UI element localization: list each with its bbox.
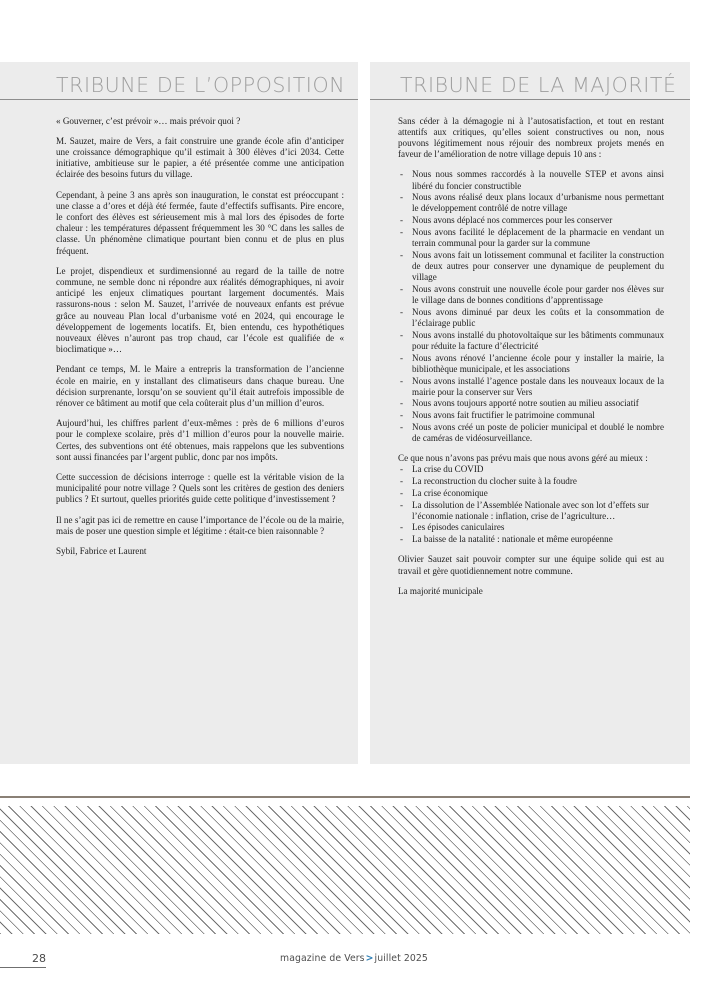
hatched-placeholder-band <box>0 806 690 934</box>
tribune-opposition-signature: Sybil, Fabrice et Laurent <box>56 546 147 557</box>
tribune-opposition-body <box>56 116 344 558</box>
tribune-opposition-title: TRIBUNE DE L’OPPOSITION <box>56 73 346 97</box>
list-item: - La crise économique <box>398 488 664 499</box>
paragraph: Il ne s’agit pas ici de remettre en cause l’importance de l’école ou de la mairie, mais de poser une question simple et légitime : était-ce bien raisonnable ? <box>56 514 344 536</box>
paragraph: Aujourd’hui, les chiffres parlent d’eux-mêmes : près de 6 millions d’euros pour le complexe scolaire, près d’1 million d’euros pour la nouvelle mairie. Certes, des subventions ont été obtenues, mais rappelons que les subventions sont aussi financées par l’argent public, donc par nos impôts. <box>56 418 344 462</box>
unplanned-list <box>398 464 664 545</box>
list-item: - La dissolution de l’Assemblée Nationale avec son lot d’effets sur l’économie nationale : inflation, crise de l’agriculture… <box>398 500 664 522</box>
footer-caption <box>0 953 708 964</box>
tribune-opposition-title-rule <box>0 99 358 100</box>
list-item: - Nous avons installé l’agence postale dans les nouveaux locaux de la mairie pour la conserver sur Vers <box>398 376 664 398</box>
tribune-opposition-panel <box>0 62 358 764</box>
lower-divider-rule <box>0 796 690 798</box>
achievements-list <box>398 169 664 444</box>
paragraph: Sans céder à la démagogie ni à l’autosatisfaction, et tout en restant attentifs aux critiques, qu’elles soient constructives ou non, nous pouvons légitimement nous réjouir des nombreux projets menés en faveur de l’amélioration de notre village depuis 10 ans : <box>398 115 664 160</box>
tribune-majorite-title-rule <box>370 99 690 100</box>
list-item: - Nous avons réalisé deux plans locaux d’urbanisme nous permettant le développement contrôlé de notre village <box>398 192 664 214</box>
paragraph: Cependant, à peine 3 ans après son inauguration, le constat est préoccupant : une classe a d’ores et déjà été fermée, faute d’effectifs suffisants. Pire encore, le confort des élèves est sérieusement mis à mal lors des épisodes de forte chaleur : les températures dépassent fréquemment les 30 °C dans les salles de classe. Un phénomène climatique pourtant bien connu et de plus en plus fréquent. <box>56 189 344 256</box>
paragraph: Le projet, dispendieux et surdimensionné au regard de la taille de notre commune, ne semble donc ni répondre aux réalités démographiques, ni avoir anticipé les enjeux climatiques pourtant largement documentés. Mais rassurons-nous : selon M. Sauzet, l’arrivée de nouveaux enfants est prévue grâce au nouveau Plan local d’urbanisme voté en 2024, qui encourage le développement de logements locatifs. Et, bien entendu, ces hypothétiques nouveaux élèves n’auront pas trop chaud, car l’école est qualifiée de « bioclimatique »… <box>56 265 344 355</box>
unplanned-intro: Ce que nous n’avons pas prévu mais que nous avons géré au mieux : <box>398 453 648 464</box>
tribune-majorite-title: TRIBUNE DE LA MAJORITÉ <box>400 73 677 97</box>
list-item: - Nous avons rénové l’ancienne école pour y installer la mairie, la bibliothèque municipale, et les associations <box>398 353 664 375</box>
list-item: - Les épisodes caniculaires <box>398 522 664 533</box>
paragraph: « Gouverner, c’est prévoir »… mais prévoir quoi ? <box>56 115 241 126</box>
tribunes-area <box>0 62 708 764</box>
list-item: - La reconstruction du clocher suite à la foudre <box>398 476 664 487</box>
footer-magazine-name: magazine de Vers <box>280 953 365 964</box>
list-item: - Nous avons fait fructifier le patrimoine communal <box>398 410 664 421</box>
paragraph: Cette succession de décisions interroge : quelle est la véritable vision de la municipalité pour notre village ? Quels sont les critères de gestion des deniers publics ? Et surtout, quelles priorités guide cette politique d’investissement ? <box>56 472 344 505</box>
page-footer <box>0 952 708 982</box>
list-item: - Nous avons construit une nouvelle école pour garder nos élèves sur le village dans de bonnes conditions d’apprentissage <box>398 284 664 306</box>
list-item: - Nous avons facilité le déplacement de la pharmacie en vendant un terrain communal pour la garder sur la commune <box>398 227 664 249</box>
footer-issue-date: juillet 2025 <box>374 953 428 964</box>
tribune-majorite-signature: La majorité municipale <box>398 585 483 596</box>
list-item: - Nous avons diminué par deux les coûts et la consommation de l’éclairage public <box>398 307 664 329</box>
paragraph: Pendant ce temps, M. le Maire a entrepris la transformation de l’ancienne école en mairie, en y installant des climatiseurs dans chaque bureau. Une décision surprenante, lorsqu’on se souvient qu’il était autrefois impossible de rénover ce bâtiment au motif que cela coûterait plus d’un million d’euros. <box>56 364 344 409</box>
list-item: - Nous nous sommes raccordés à la nouvelle STEP et avons ainsi libéré du foncier constructible <box>398 169 664 191</box>
tribune-majorite-body <box>398 116 664 597</box>
list-item: - Nous avons installé du photovoltaïque sur les bâtiments communaux pour réduite la facture d’électricité <box>398 330 664 352</box>
page-number: 28 <box>0 952 46 968</box>
chevron-right-icon: > <box>365 953 374 964</box>
list-item: - La baisse de la natalité : nationale et même européenne <box>398 534 664 545</box>
list-item: - Nous avons déplacé nos commerces pour les conserver <box>398 215 664 226</box>
closing-paragraph: Olivier Sauzet sait pouvoir compter sur une équipe solide qui est au travail et gère quotidiennement notre commune. <box>398 554 664 576</box>
tribune-majorite-panel <box>370 62 690 764</box>
list-item: - Nous avons fait un lotissement communal et faciliter la construction de deux autres pour conserver une dynamique de peuplement du village <box>398 250 664 284</box>
paragraph: M. Sauzet, maire de Vers, a fait construire une grande école afin d’anticiper une croissance démographique qu’il estimait à 300 élèves d’ici 2034. Cette initiative, ambitieuse sur le papier, a été présentée comme une anticipation éclairée des besoins futurs du village. <box>56 135 344 180</box>
list-item: - Nous avons créé un poste de policier municipal et doublé le nombre de caméras de vidéosurveillance. <box>398 422 664 444</box>
list-item: - La crise du COVID <box>398 464 664 475</box>
list-item: - Nous avons toujours apporté notre soutien au milieu associatif <box>398 398 664 409</box>
